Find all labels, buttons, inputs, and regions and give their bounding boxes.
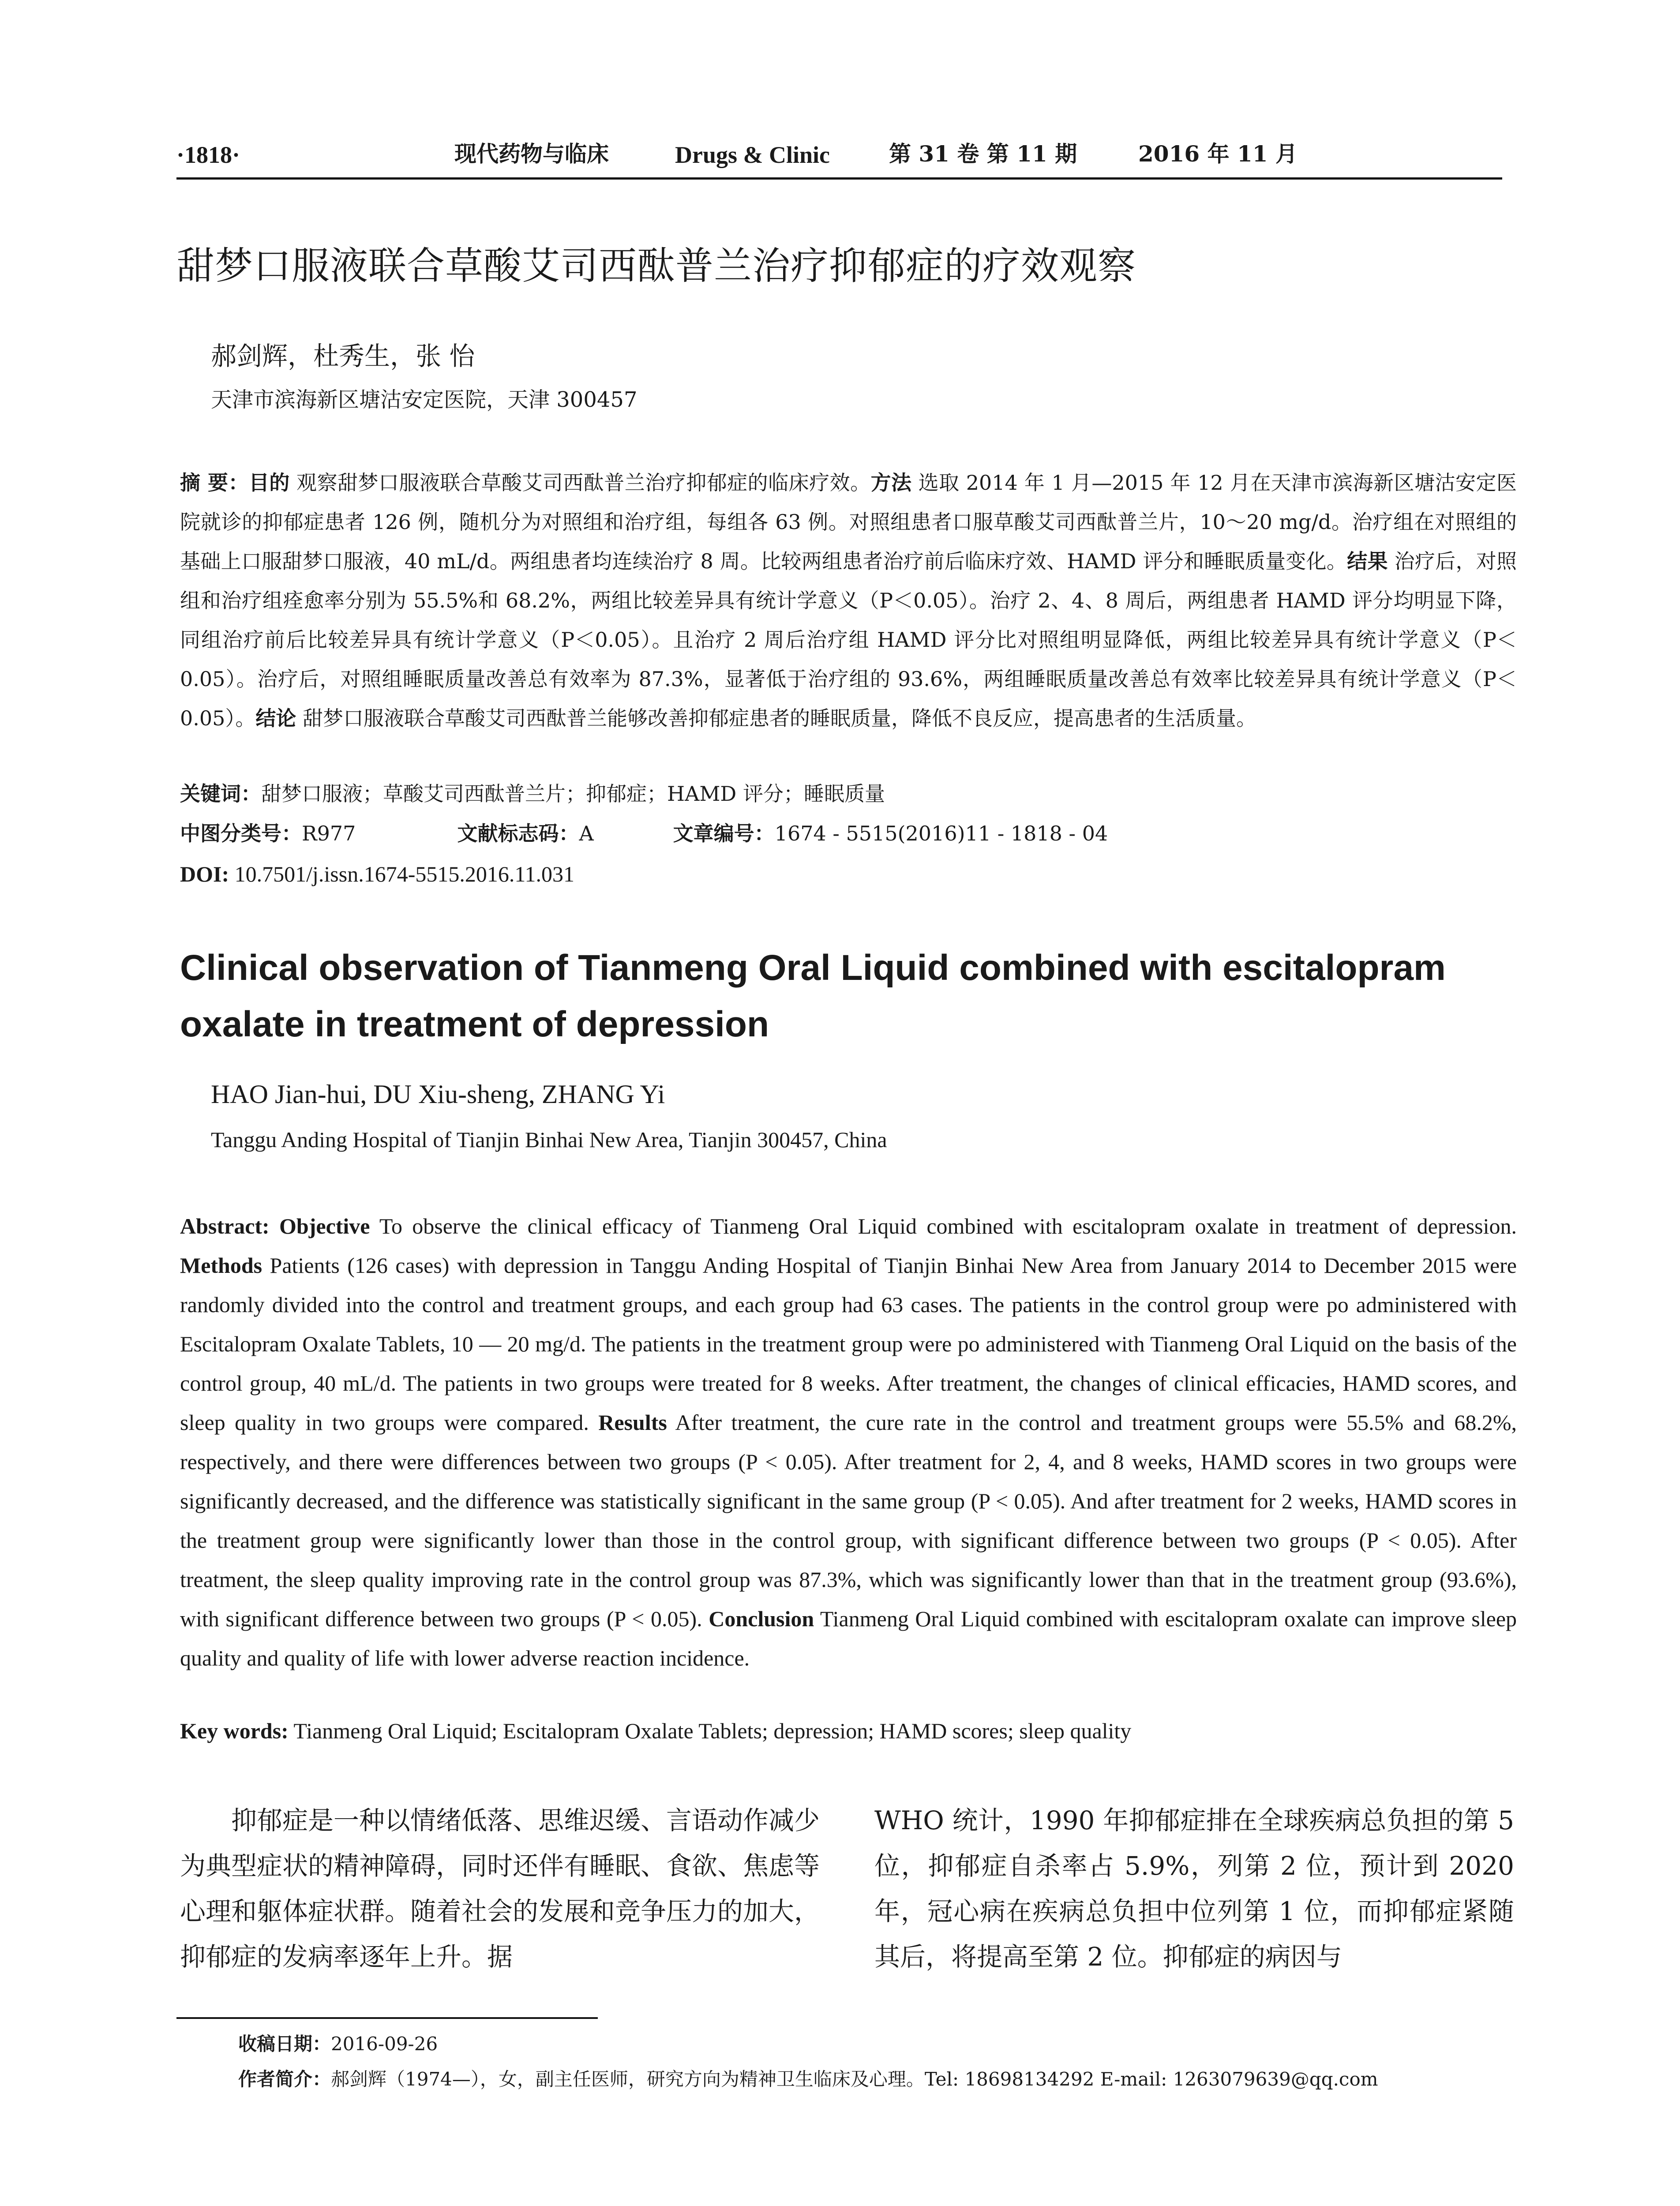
results-text-en: After treatment, the cure rate in the control and treatment groups were 55.5% and 68.2%, respectively, and there were differences between two groups (P < 0.05). After treatment for 2, 4, and 8 weeks, HAMD scores in two groups were significantly decreased, and the difference was statistically significant in the same group (P < 0.05). And after treatment for 2 weeks, HAMD scores in the treatment group were significantly lower than those in the control group, with significant difference between two groups (P < 0.05). After treatment, the sleep quality improving rate in the control group was 87.3%, which was significantly lower than that in the treatment group (93.6%), with significant difference between two groups (P < 0.05). [180, 1410, 1517, 1631]
doi-row [180, 863, 574, 885]
abstract-label-en: Abstract: [180, 1214, 270, 1238]
objective-text-en: To observe the clinical efficacy of Tianmeng Oral Liquid combined with escitalopram oxalate in treatment of depression. [370, 1214, 1517, 1238]
author-bio-note [238, 2070, 1378, 2089]
conclusion-label-en: Conclusion [709, 1606, 814, 1631]
volume-issue: 第 31 卷 第 11 期 [889, 141, 1077, 167]
journal-name-en: Drugs & Clinic [675, 142, 830, 168]
received-date-note [238, 2035, 438, 2053]
conclusion-label-cn: 结论 [255, 706, 296, 730]
affiliation-en: Tanggu Anding Hospital of Tianjin Binhai New Area, Tianjin 300457, China [211, 1127, 887, 1152]
author-bio-label: 作者简介： [238, 2068, 331, 2090]
journal-name-cn: 现代药物与临床 [454, 141, 609, 167]
footnote-rule [176, 2017, 598, 2019]
author-bio-value: 郝剑辉（1974—），女，副主任医师，研究方向为精神卫生临床及心理。Tel: 18698134292 E-mail: 1263079639@qq.com [331, 2068, 1378, 2090]
article-no-label: 文章编号： [673, 822, 775, 845]
authors-en: HAO Jian-hui, DU Xiu-sheng, ZHANG Yi [211, 1080, 665, 1109]
keywords-en [180, 1720, 1131, 1742]
objective-text-cn: 观察甜梦口服液联合草酸艾司西酞普兰治疗抑郁症的临床疗效。 [289, 471, 871, 495]
received-label: 收稿日期： [238, 2033, 331, 2055]
methods-text-en: Patients (126 cases) with depression in Tanggu Anding Hospital of Tianjin Binhai New Area from January 2014 to December 2015 were randomly divided into the control and treatment groups, and each group had 63 cases. The patients in the control group were po administered with Escitalopram Oxalate Tablets, 10 — 20 mg/d. The patients in the treatment group were po administered with Tianmeng Oral Liquid on the basis of the control group, 40 mL/d. The patients in two groups were treated for 8 weeks. After treatment, the changes of clinical efficacies, HAMD scores, and sleep quality in two groups were compared. [180, 1253, 1517, 1435]
keywords-text-cn: 甜梦口服液；草酸艾司西酞普兰片；抑郁症；HAMD 评分；睡眠质量 [261, 782, 885, 806]
results-label-en: Results [598, 1410, 667, 1435]
abstract-cn [180, 463, 1517, 738]
received-value: 2016-09-26 [331, 2033, 438, 2055]
conclusion-text-en: Tianmeng Oral Liquid combined with escitalopram oxalate can improve sleep quality and quality of life with lower adverse reaction incidence. [180, 1606, 1517, 1670]
methods-text-cn: 选取 2014 年 1 月—2015 年 12 月在天津市滨海新区塘沽安定医院就诊的抑郁症患者 126 例，随机分为对照组和治疗组，每组各 63 例。对照组患者口服草酸艾司西酞普兰片，10～20 mg/d。治疗组在对照组的基础上口服甜梦口服液，40 mL/d。两组患者均连续治疗 8 周。比较两组患者治疗前后临床疗效、HAMD 评分和睡眠质量变化。 [180, 471, 1517, 573]
keywords-label-cn: 关键词： [180, 782, 261, 806]
article-no-value: 1674 - 5515(2016)11 - 1818 - 04 [774, 822, 1108, 845]
results-text-cn: 治疗后，对照组和治疗组痊愈率分别为 55.5%和 68.2%，两组比较差异具有统计学意义（P＜0.05）。治疗 2、4、8 周后，两组患者 HAMD 评分均明显下降，同组治疗前后比较差异具有统计学意义（P＜0.05）。且治疗 2 周后治疗组 HAMD 评分比对照组明显降低，两组比较差异具有统计学意义（P＜0.05）。治疗后，对照组睡眠质量改善总有效率为 87.3%，显著低于治疗组的 93.6%，两组睡眠质量改善总有效率比较差异具有统计学意义（P＜0.05）。 [180, 549, 1517, 730]
doi-label: DOI: [180, 862, 229, 886]
methods-label-en: Methods [180, 1253, 262, 1278]
affiliation-cn: 天津市滨海新区塘沽安定医院，天津 300457 [211, 387, 638, 412]
body-column-left: 抑郁症是一种以情绪低落、思维迟缓、言语动作减少为典型症状的精神障碍，同时还伴有睡眠、食欲、焦虑等心理和躯体症状群。随着社会的发展和竞争压力的加大，抑郁症的发病率逐年上升。据 [180, 1805, 820, 1972]
results-label-cn: 结果 [1347, 549, 1388, 573]
keywords-cn [180, 784, 885, 804]
article-title-en: Clinical observation of Tianmeng Oral Liquid combined with escitalopram oxalate in treatment of depression [180, 948, 1446, 1044]
article-title-cn: 甜梦口服液联合草酸艾司西酞普兰治疗抑郁症的疗效观察 [176, 244, 1136, 288]
conclusion-text-cn: 甜梦口服液联合草酸艾司西酞普兰能够改善抑郁症患者的睡眠质量，降低不良反应，提高患者的生活质量。 [296, 706, 1257, 730]
clc-label: 中图分类号： [180, 822, 302, 845]
methods-label-cn: 方法 [870, 471, 912, 495]
abstract-en [180, 1207, 1517, 1678]
doi-value[interactable]: 10.7501/j.issn.1674-5515.2016.11.031 [229, 862, 574, 886]
keywords-text-en: Tianmeng Oral Liquid; Escitalopram Oxalate Tablets; depression; HAMD scores; sleep quality [288, 1718, 1132, 1743]
objective-label-en: Objective [279, 1214, 370, 1238]
keywords-label-en: Key words: [180, 1718, 289, 1743]
authors-cn: 郝剑辉，杜秀生，张 怡 [211, 341, 475, 371]
page-number: ·1818· [176, 142, 240, 168]
issue-date: 2016 年 11 月 [1138, 141, 1298, 167]
clc-value: R977 [302, 822, 356, 845]
classification-row [180, 823, 1108, 844]
abstract-label-cn: 摘 要： [180, 471, 249, 495]
doc-code-value: A [579, 822, 594, 845]
body-column-right: WHO 统计，1990 年抑郁症排在全球疾病总负担的第 5 位，抑郁症自杀率占 5.9%，列第 2 位，预计到 2020 年，冠心病在疾病总负担中位列第 1 位，而抑郁症紧随其后，将提高至第 2 位。抑郁症的病因与 [874, 1805, 1514, 1972]
objective-label-cn: 目的 [248, 471, 290, 495]
doc-code-label: 文献标志码： [457, 822, 579, 845]
header-rule [176, 177, 1502, 180]
